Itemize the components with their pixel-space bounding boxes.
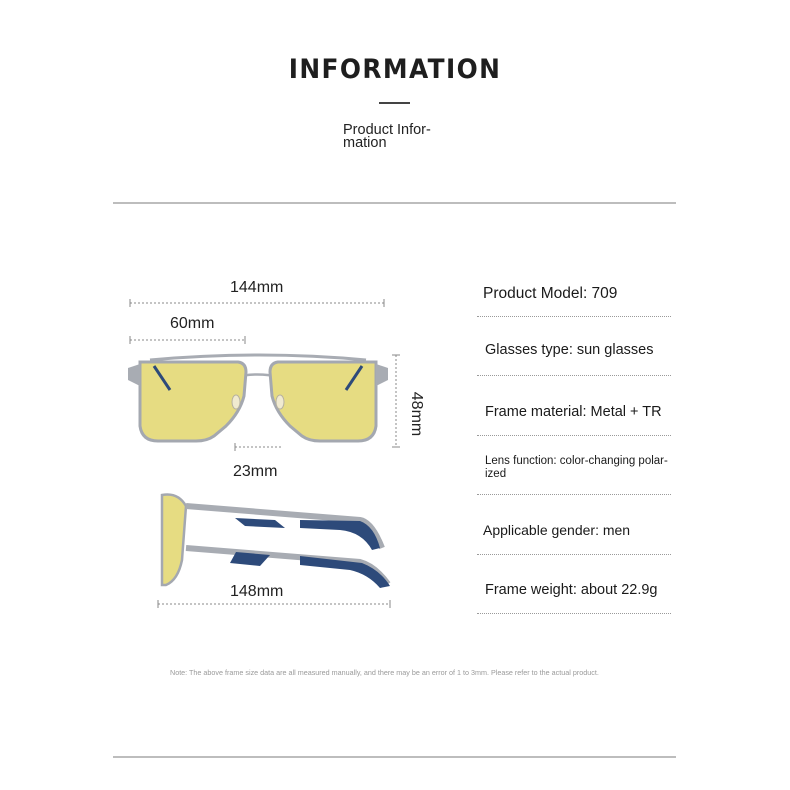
spec-divider [477, 494, 671, 495]
measurement-note: Note: The above frame size data are all measured manually, and there may be an error of 1 to 3mm. Please refer to the actual product. [170, 668, 599, 677]
temple-length-label: 148mm [230, 583, 284, 600]
spec-divider [477, 613, 671, 614]
spec-gender: Applicable gender: men [483, 522, 631, 538]
glasses-front-view [128, 355, 388, 441]
spec-model: Product Model: 709 [483, 285, 618, 302]
spec-weight: Frame weight: about 22.9g [485, 582, 658, 598]
page-title: INFORMATION [288, 54, 502, 85]
left-lens [140, 362, 246, 441]
total-width-label: 144mm [230, 279, 284, 296]
spec-divider [477, 435, 671, 436]
page-subtitle: Product Infor- mation [343, 122, 431, 151]
side-lens [162, 494, 186, 585]
spec-divider [477, 554, 671, 555]
bottom-divider [113, 756, 676, 758]
right-lens [270, 362, 376, 441]
lens-width-label: 60mm [170, 315, 215, 332]
spec-glasses-type: Glasses type: sun glasses [485, 342, 654, 358]
spec-divider [477, 316, 671, 317]
lens-height-label: 48mm [408, 391, 426, 437]
spec-divider [477, 375, 671, 376]
spec-lens-function: Lens function: color-changing polar- ized [485, 455, 668, 480]
glasses-side-view [162, 494, 390, 588]
spec-frame-material: Frame material: Metal + TR [485, 404, 662, 420]
bridge-width-label: 23mm [233, 463, 278, 480]
